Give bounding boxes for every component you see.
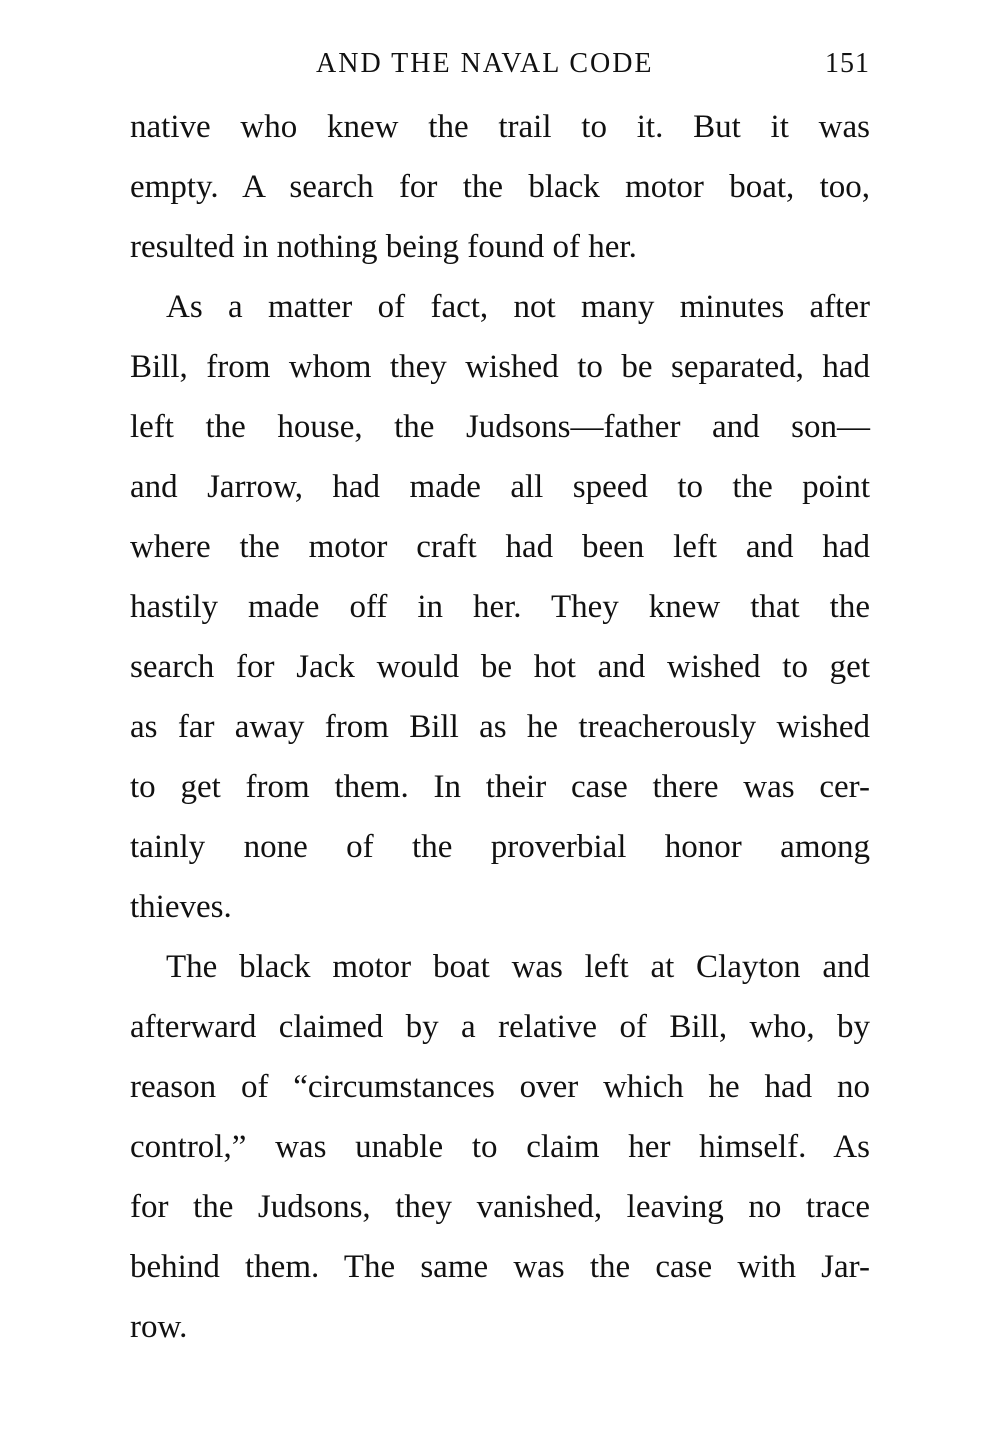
paragraph-2 [130, 277, 870, 937]
text-line: tainly none of the proverbial honor among [130, 829, 870, 865]
text-line: control,” was unable to claim her himself. As [130, 1129, 870, 1165]
text-line: for the Judsons, they vanished, leaving no trace [130, 1189, 870, 1225]
running-header [130, 48, 870, 88]
running-title: AND THE NAVAL CODE [316, 48, 654, 79]
text-line: afterward claimed by a relative of Bill, who, by [130, 1009, 870, 1045]
text-line: and Jarrow, had made all speed to the point [130, 469, 870, 505]
text-line: As a matter of fact, not many minutes after [166, 289, 870, 325]
text-line: to get from them. In their case there was cer- [130, 769, 870, 805]
text-line: resulted in nothing being found of her. [130, 229, 637, 265]
text-line: hastily made off in her. They knew that the [130, 589, 870, 625]
text-line: search for Jack would be hot and wished to get [130, 649, 870, 685]
text-line: reason of “circumstances over which he had no [130, 1069, 870, 1105]
text-line: thieves. [130, 889, 232, 925]
text-line: native who knew the trail to it. But it was [130, 109, 870, 145]
text-line: left the house, the Judsons—father and son— [130, 409, 870, 445]
text-line: where the motor craft had been left and had [130, 529, 870, 565]
text-line: row. [130, 1309, 188, 1345]
paragraph-1 [130, 97, 870, 277]
body-text [130, 97, 870, 1357]
text-line: The black motor boat was left at Clayton and [166, 949, 870, 985]
paragraph-3 [130, 937, 870, 1357]
page-number: 151 [825, 48, 870, 79]
text-line: as far away from Bill as he treacherously wished [130, 709, 870, 745]
text-line: Bill, from whom they wished to be separated, had [130, 349, 870, 385]
text-line: behind them. The same was the case with Jar- [130, 1249, 870, 1285]
text-line: empty. A search for the black motor boat, too, [130, 169, 870, 205]
